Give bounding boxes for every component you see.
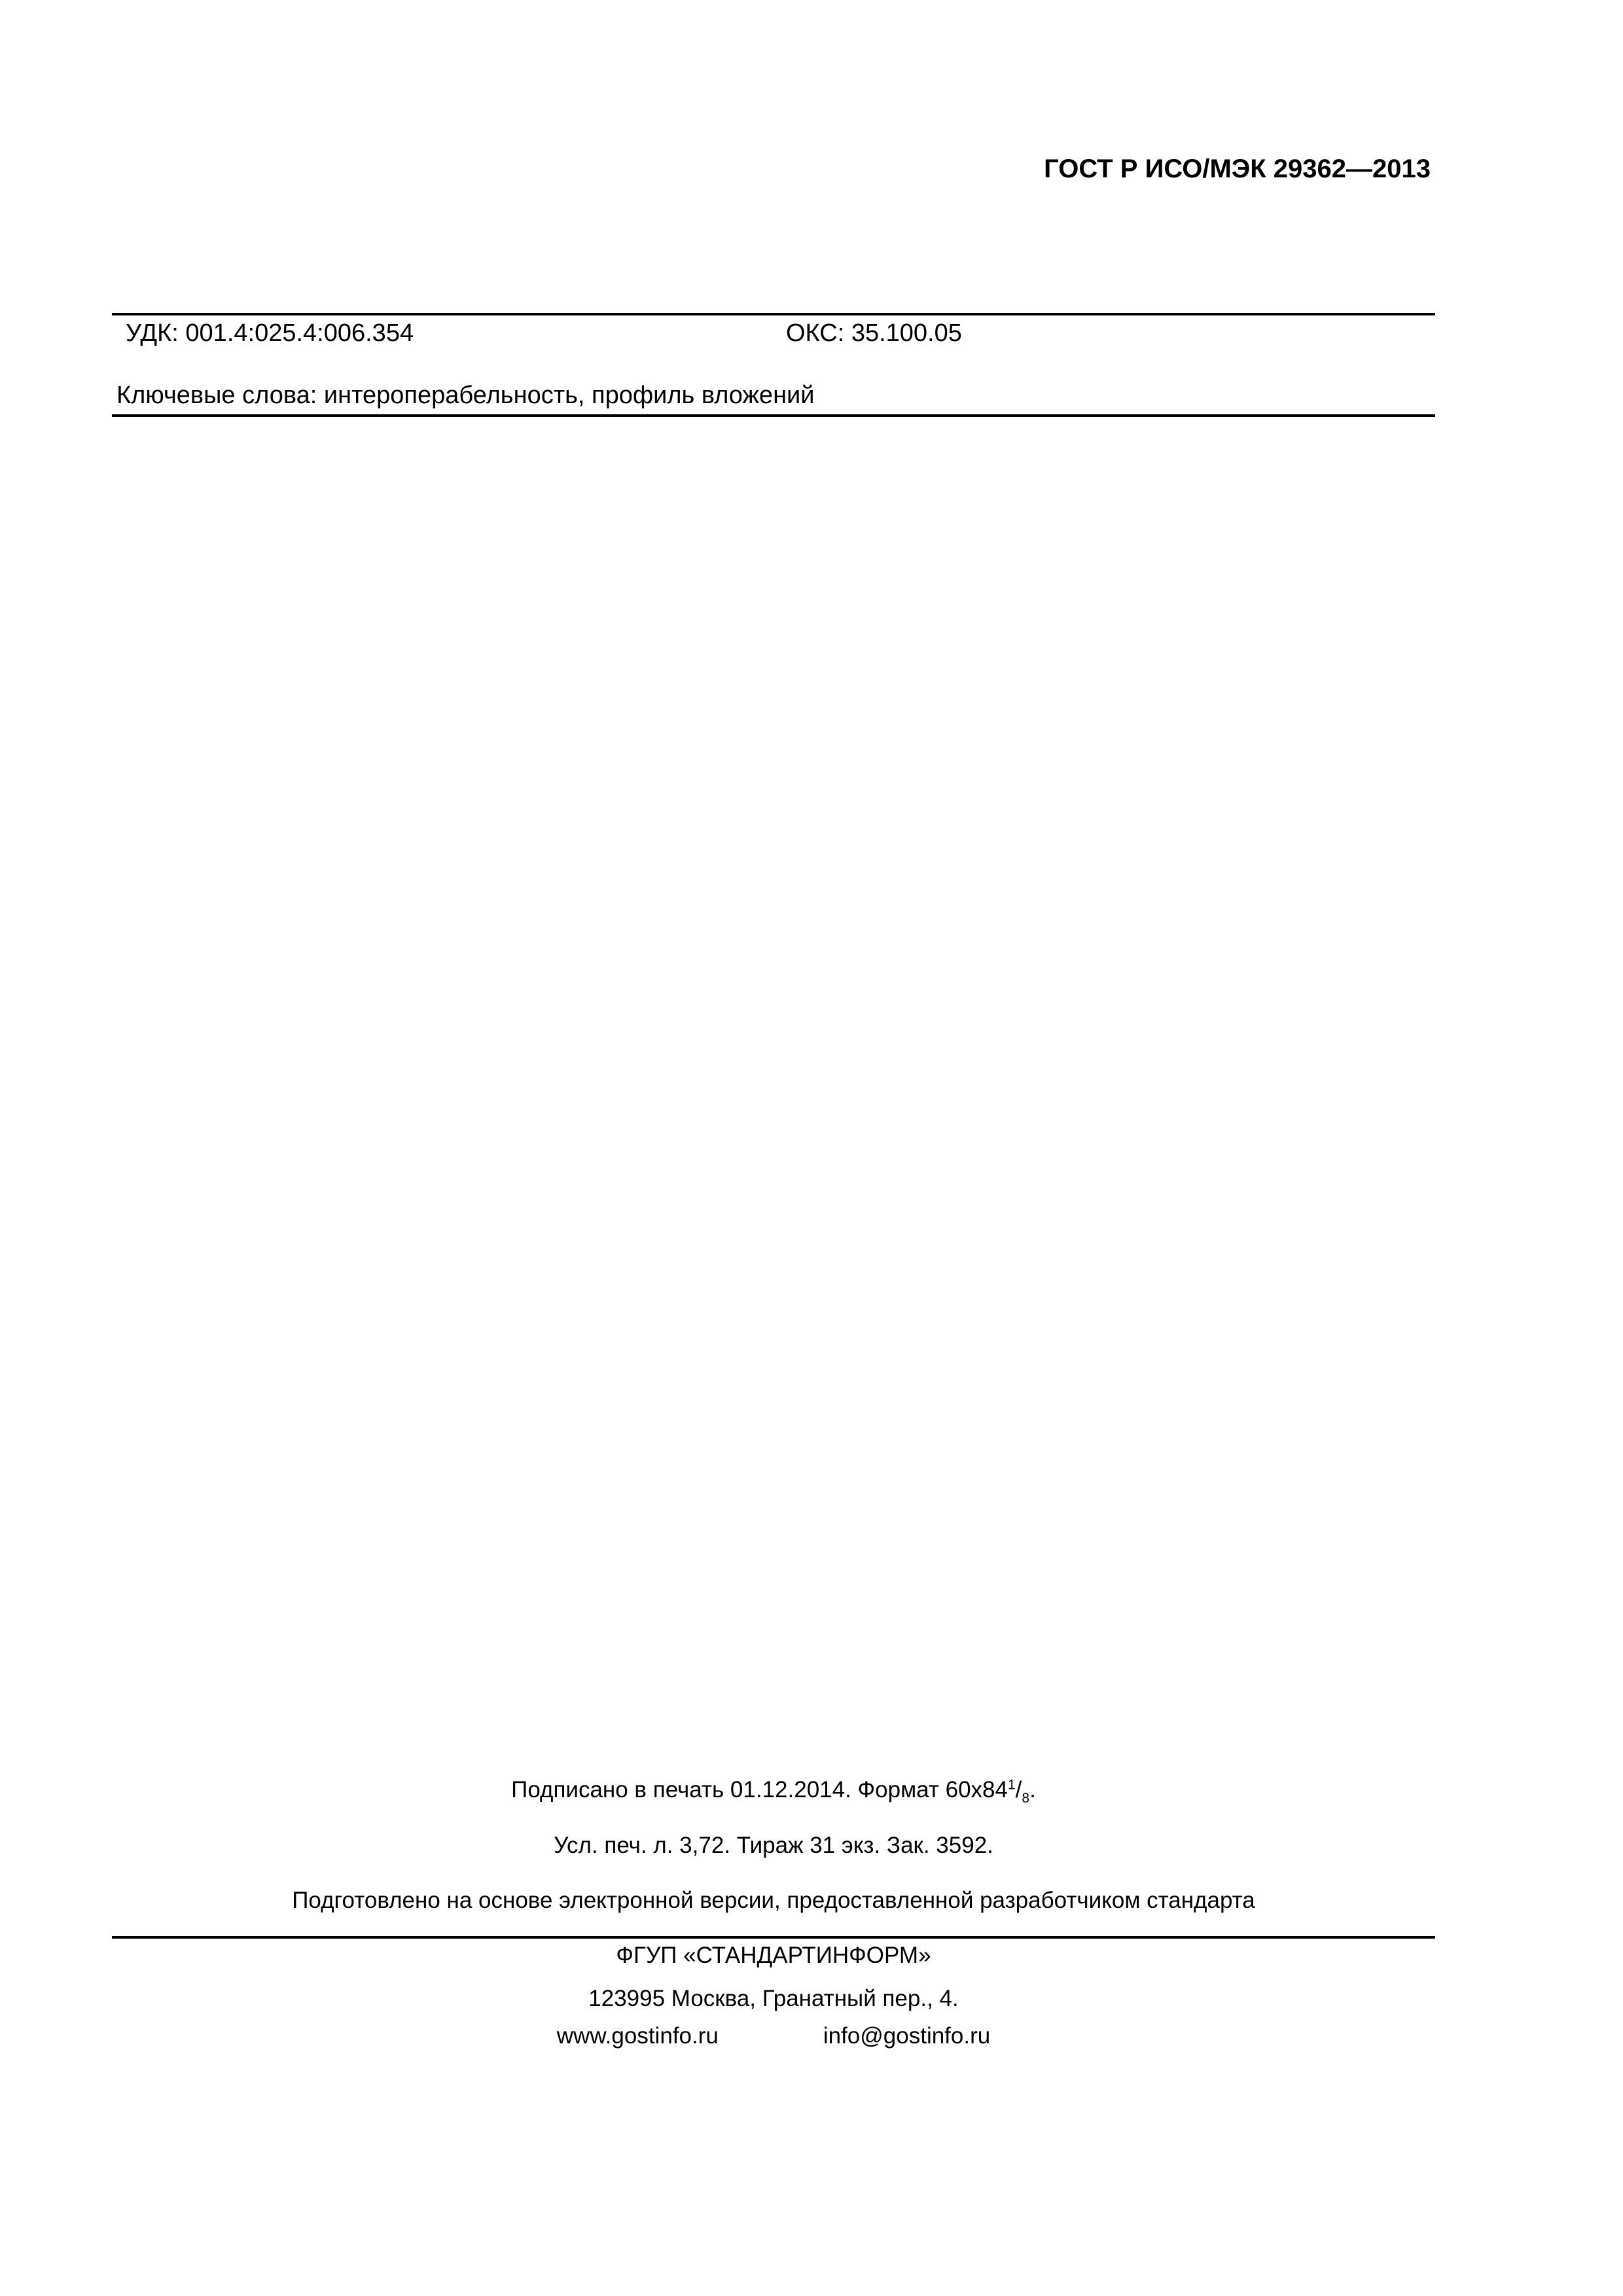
keywords-rule xyxy=(112,414,1435,417)
publisher-address: 123995 Москва, Гранатный пер., 4. xyxy=(588,1986,959,2011)
format-numerator: 1 xyxy=(1007,1777,1016,1793)
format-denominator: 8 xyxy=(1022,1791,1030,1806)
prepared-note: Подготовлено на основе электронной версии, предоставленной разработчиком стандарта xyxy=(292,1888,1255,1913)
signed-for-print xyxy=(112,1777,1435,1806)
document-code: ГОСТ Р ИСО/МЭК 29362—2013 xyxy=(1044,154,1431,183)
publisher-name: ФГУП «СТАНДАРТИНФОРМ» xyxy=(616,1943,931,1968)
format-period: . xyxy=(1029,1777,1036,1803)
email-link[interactable]: info@gostinfo.ru xyxy=(823,2023,991,2049)
signed-text: Подписано в печать 01.12.2014. Формат 60x84 xyxy=(511,1777,1008,1803)
udk-code: УДК: 001.4:025.4:006.354 xyxy=(126,319,414,347)
keywords: Ключевые слова: интероперабельность, профиль вложений xyxy=(116,382,815,409)
publisher-rule xyxy=(112,1936,1435,1939)
top-rule xyxy=(112,313,1435,315)
format-slash: / xyxy=(1015,1777,1022,1803)
publisher-contacts xyxy=(112,2023,1435,2049)
print-info: Усл. печ. л. 3,72. Тираж 31 экз. Зак. 3592. xyxy=(554,1833,993,1858)
oks-code: ОКС: 35.100.05 xyxy=(786,319,962,347)
website-link[interactable]: www.gostinfo.ru xyxy=(556,2023,719,2049)
